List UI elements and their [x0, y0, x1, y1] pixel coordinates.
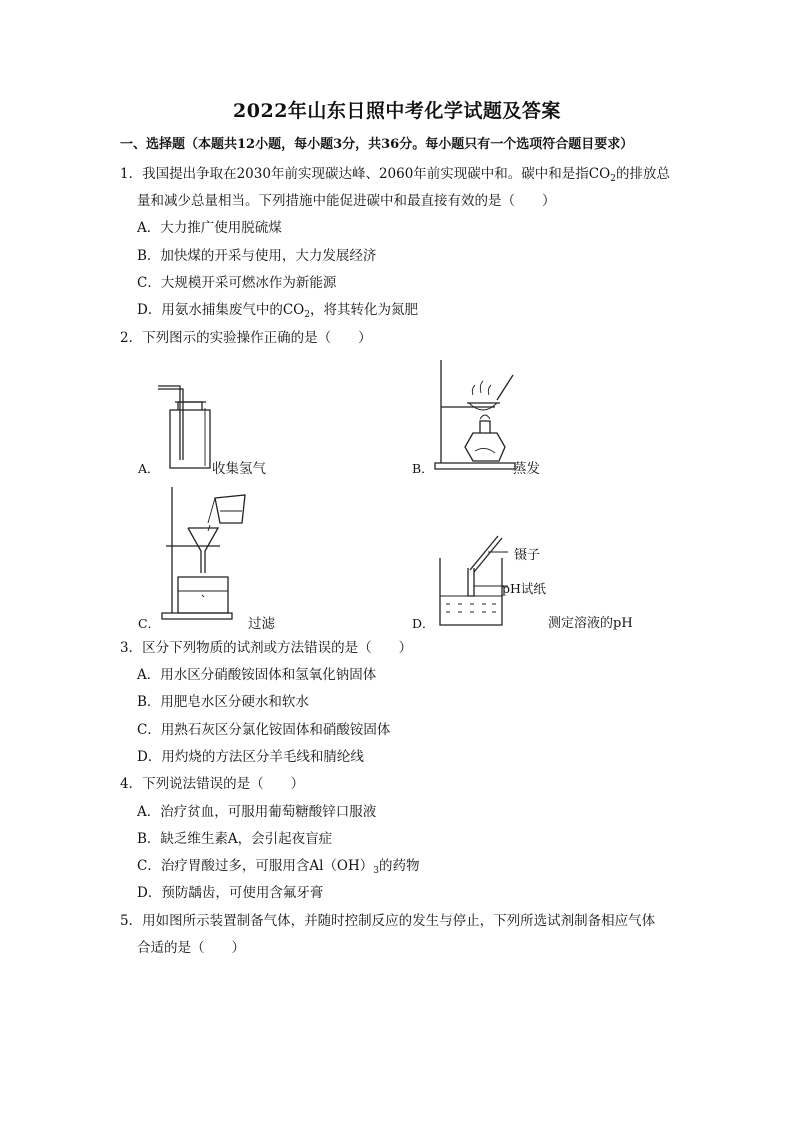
figure-c-filtration	[160, 483, 255, 628]
q1-option-d-text: D．用氨水捕集废气中的CO	[137, 302, 305, 318]
q1-option-b: B．加快煤的开采与使用，大力发展经济	[137, 248, 377, 264]
q4-option-c-subscript: 3	[373, 866, 379, 876]
q4-option-c-text-end: 的药物	[378, 858, 420, 874]
q2-stem: 2．下列图示的实验操作正确的是（ ）	[120, 330, 372, 346]
figure-a-gas-bottle	[150, 380, 220, 475]
q5-stem-line1: 5．用如图所示装置制备气体，并随时控制反应的发生与停止，下列所选试剂制备相应气体	[120, 913, 656, 929]
figure-c-caption: 过滤	[248, 616, 275, 632]
q4-option-a: A．治疗贫血，可服用葡萄糖酸锌口服液	[137, 804, 377, 820]
q3-option-b: B．用肥皂水区分硬水和软水	[137, 694, 309, 710]
q4-stem: 4．下列说法错误的是（ ）	[120, 776, 305, 792]
q5-stem-line2: 合适的是（ ）	[137, 940, 245, 956]
q4-option-c	[137, 857, 419, 880]
q1-option-d-subscript: 2	[304, 310, 310, 320]
figure-d-letter: D．	[412, 616, 435, 631]
q3-stem: 3．区分下列物质的试剂或方法错误的是（ ）	[120, 640, 413, 656]
q3-option-a: A．用水区分硝酸铵固体和氢氧化钠固体	[137, 667, 377, 683]
q1-stem-line2: 量和减少总量相当。下列措施中能促进碳中和最直接有效的是（ ）	[137, 193, 556, 209]
q1-option-a: A．大力推广使用脱硫煤	[137, 220, 282, 236]
figure-d-caption: 测定溶液的pH	[548, 616, 633, 631]
figure-c-letter: C．	[138, 616, 161, 631]
q3-option-c: C．用熟石灰区分氯化铵固体和硝酸铵固体	[137, 722, 391, 738]
q3-option-d: D．用灼烧的方法区分羊毛线和腈纶线	[137, 749, 364, 765]
q1-option-d	[137, 301, 418, 324]
q4-option-c-text: C．治疗胃酸过多，可服用含Al（OH）	[137, 858, 374, 874]
figure-a-letter: A．	[138, 461, 160, 476]
figure-b-caption: 蒸发	[513, 461, 540, 477]
section-heading: 一、选择题（本题共12小题，每小题3分，共36分。每小题只有一个选项符合题目要求）	[120, 137, 634, 152]
q1-option-c: C．大规模开采可燃冰作为新能源	[137, 275, 337, 291]
page-title: 2022年山东日照中考化学试题及答案	[233, 100, 561, 122]
q1-subscript: 2	[610, 174, 616, 184]
q4-option-d: D．预防龋齿，可使用含氟牙膏	[137, 885, 324, 901]
q4-option-b: B．缺乏维生素A，会引起夜盲症	[137, 831, 333, 847]
q1-stem-text: 1．我国提出争取在2030年前实现碳达峰、2060年前实现碳中和。碳中和是指CO	[120, 166, 611, 182]
figure-d-ph-paper-label: pH试纸	[502, 581, 546, 596]
q1-stem-text-end: 的排放总	[615, 166, 670, 182]
q1-option-d-text-end: ，将其转化为氮肥	[309, 302, 418, 318]
figure-b-evaporation	[425, 355, 520, 475]
figure-d-tweezers-label: 镊子	[514, 548, 541, 563]
figure-b-letter: B．	[412, 461, 434, 476]
q1-stem-line1	[120, 165, 670, 188]
figure-a-caption: 收集氢气	[212, 461, 266, 477]
